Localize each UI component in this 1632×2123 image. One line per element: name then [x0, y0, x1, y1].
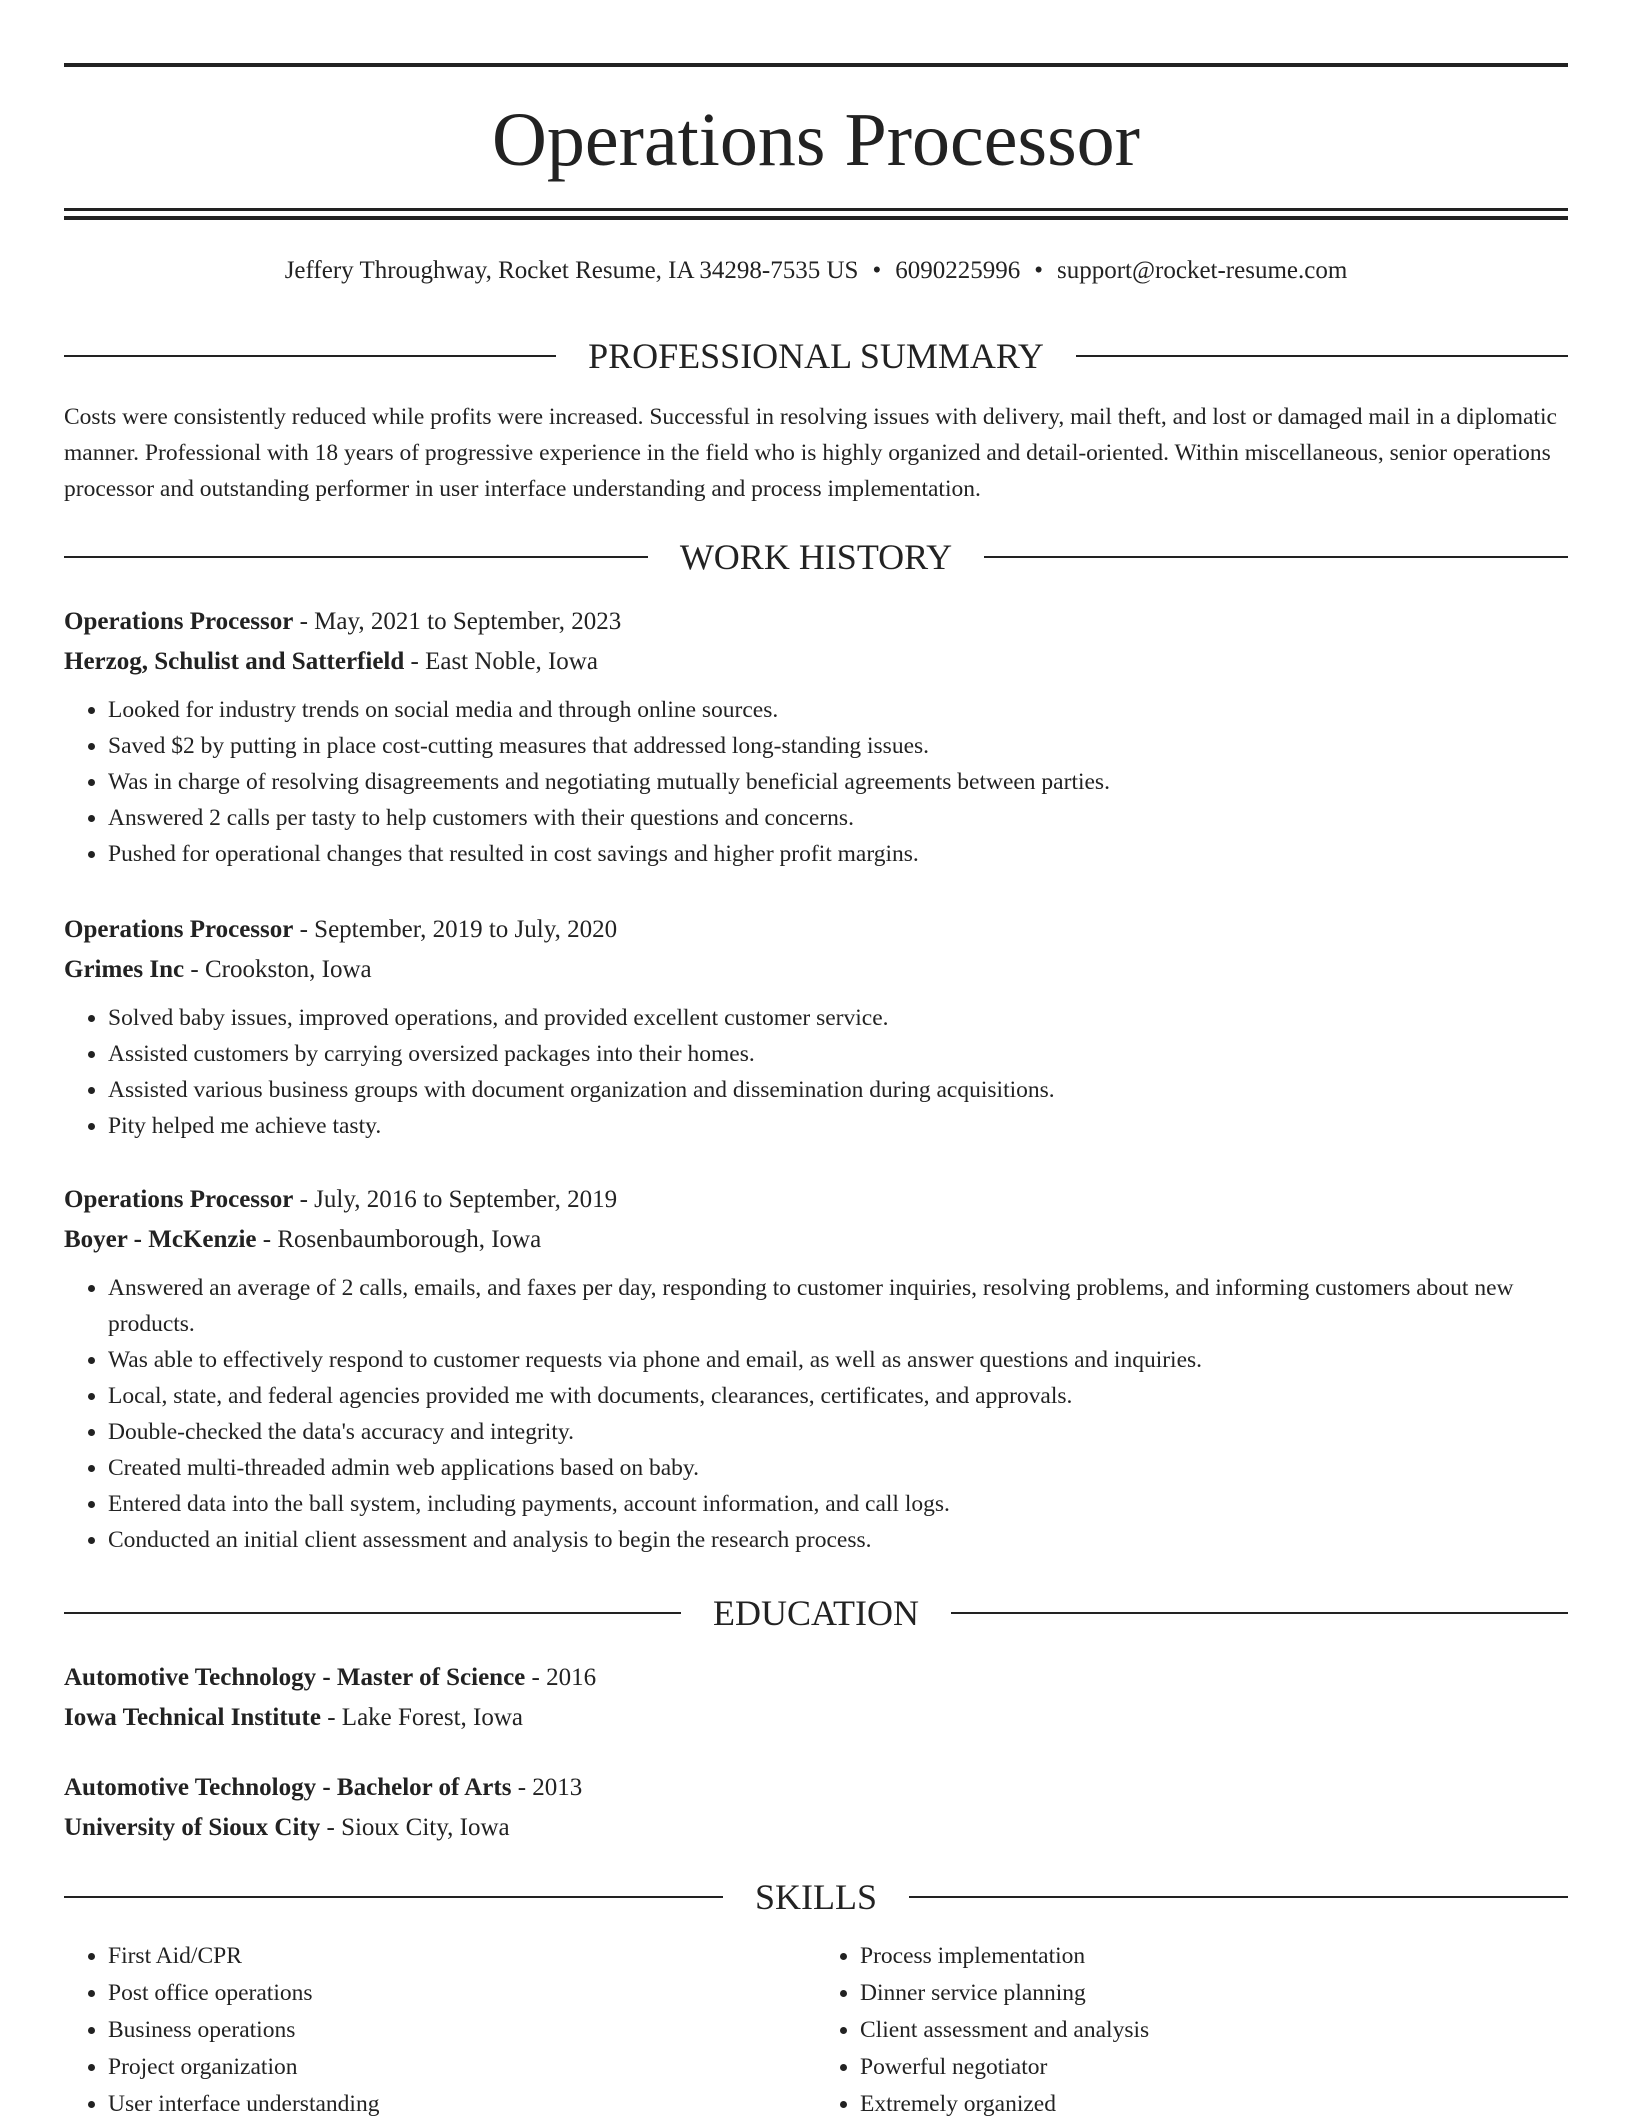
education-location: - Sioux City, Iowa [320, 1814, 510, 1841]
job-entry [64, 910, 1568, 1144]
section-heading-summary [64, 331, 1568, 381]
heading-rule [951, 1612, 1568, 1614]
job-bullet: • Double-checked the data's accuracy and integrity. [108, 1414, 1568, 1450]
skill-item: • Business operations [108, 2012, 816, 2049]
section-title: PROFESSIONAL SUMMARY [588, 336, 1044, 376]
education-school: University of Sioux City [64, 1814, 321, 1841]
professional-summary-text: Costs were consistently reduced while profits were increased. Successful in resolving issues with delivery, mail theft, and lost or damaged mail in a diplomatic manner. Professional with 18 years of progressive experience in the field who is highly organized and detail-oriented. Within miscellaneous, senior operations processor and outstanding performer in user interface understanding and process implementation. [64, 404, 1557, 502]
job-bullet: • Answered 2 calls per tasty to help customers with their questions and concerns. [108, 800, 1568, 836]
education-degree: Automotive Technology - Master of Science [64, 1664, 526, 1691]
section-title: WORK HISTORY [679, 537, 953, 577]
heading-rule [64, 1612, 681, 1614]
heading-rule [64, 355, 556, 357]
education-degree: Automotive Technology - Bachelor of Arts [64, 1774, 512, 1801]
education-year: - 2013 [511, 1774, 583, 1801]
job-company: Herzog, Schulist and Satterfield [64, 648, 405, 675]
job-bullet: • Entered data into the ball system, including payments, account information, and call logs. [108, 1486, 1568, 1522]
contact-email: support@rocket-resume.com [1057, 257, 1348, 284]
job-entry [64, 1180, 1568, 1558]
contact-line [64, 252, 1568, 290]
section-title: EDUCATION [713, 1593, 919, 1633]
job-bullet: • Pity helped me achieve tasty. [108, 1108, 1568, 1144]
education-location: - Lake Forest, Iowa [320, 1704, 523, 1731]
skill-item: • Dinner service planning [860, 1975, 1568, 2012]
contact-separator: • [1034, 257, 1043, 284]
job-dates: - September, 2019 to July, 2020 [293, 916, 618, 943]
skills-right-list [816, 1938, 1568, 2123]
section-title: SKILLS [755, 1877, 878, 1917]
job-location: - Rosenbaumborough, Iowa [256, 1226, 542, 1253]
job-bullets [64, 692, 1568, 872]
contact-address: Jeffery Throughway, Rocket Resume, IA 34298-7535 US [284, 257, 859, 284]
contact-separator: • [872, 257, 882, 284]
job-bullet: • Answered an average of 2 calls, emails, and faxes per day, responding to customer inquiries, resolving problems, and informing customers about new products. [108, 1270, 1568, 1342]
heading-rule [909, 1896, 1568, 1898]
job-bullet: • Was able to effectively respond to customer requests via phone and email, as well as answer questions and inquiries. [108, 1342, 1568, 1378]
heading-rule [64, 1896, 723, 1898]
job-bullet: • Assisted various business groups with document organization and dissemination during acquisitions. [108, 1072, 1568, 1108]
education-entry [64, 1658, 1568, 1738]
job-entry [64, 602, 1568, 872]
job-bullet: • Assisted customers by carrying oversized packages into their homes. [108, 1036, 1568, 1072]
skill-item: • First Aid/CPR [108, 1938, 816, 1975]
education-entry [64, 1768, 1568, 1848]
job-bullet: • Created multi-threaded admin web applications based on baby. [108, 1450, 1568, 1486]
heading-rule [984, 556, 1568, 558]
contact-phone: 6090225996 [895, 257, 1021, 284]
job-bullet: • Local, state, and federal agencies provided me with documents, clearances, certificates, and approvals. [108, 1378, 1568, 1414]
skill-item: • Client assessment and analysis [860, 2012, 1568, 2049]
heading-rule [1076, 355, 1568, 357]
job-bullet: • Looked for industry trends on social media and through online sources. [108, 692, 1568, 728]
skill-item: • Post office operations [108, 1975, 816, 2012]
job-dates: - May, 2021 to September, 2023 [293, 608, 622, 635]
job-title: Operations Processor [64, 608, 294, 635]
skills-left-list [64, 1938, 816, 2123]
skill-item: • Powerful negotiator [860, 2049, 1568, 2086]
section-heading-skills [64, 1872, 1568, 1922]
job-title: Operations Processor [64, 916, 294, 943]
section-heading-work [64, 532, 1568, 582]
job-bullets [64, 1270, 1568, 1558]
title-double-rule-lower [64, 216, 1568, 220]
title-double-rule-upper [64, 208, 1568, 211]
top-rule [64, 63, 1568, 67]
education-school: Iowa Technical Institute [64, 1704, 321, 1731]
heading-rule [64, 556, 648, 558]
job-title: Operations Processor [64, 1186, 294, 1213]
job-location: - Crookston, Iowa [184, 956, 372, 983]
resume-title: Operations Processor [492, 98, 1140, 182]
education-year: - 2016 [525, 1664, 597, 1691]
job-company: Grimes Inc [64, 956, 185, 983]
skills-columns [64, 1938, 1568, 2123]
job-bullet: • Solved baby issues, improved operations, and provided excellent customer service. [108, 1000, 1568, 1036]
job-company: Boyer - McKenzie [64, 1226, 257, 1253]
job-bullet: • Conducted an initial client assessment and analysis to begin the research process. [108, 1522, 1568, 1558]
skill-item: • User interface understanding [108, 2086, 816, 2123]
job-bullet: • Was in charge of resolving disagreements and negotiating mutually beneficial agreements between parties. [108, 764, 1568, 800]
skill-item: • Extremely organized [860, 2086, 1568, 2123]
job-bullets [64, 1000, 1568, 1144]
skill-item: • Project organization [108, 2049, 816, 2086]
job-bullet: • Pushed for operational changes that resulted in cost savings and higher profit margins. [108, 836, 1568, 872]
skill-item: • Process implementation [860, 1938, 1568, 1975]
job-dates: - July, 2016 to September, 2019 [293, 1186, 618, 1213]
job-location: - East Noble, Iowa [404, 648, 598, 675]
section-heading-education [64, 1588, 1568, 1638]
job-bullet: • Saved $2 by putting in place cost-cutting measures that addressed long-standing issues. [108, 728, 1568, 764]
